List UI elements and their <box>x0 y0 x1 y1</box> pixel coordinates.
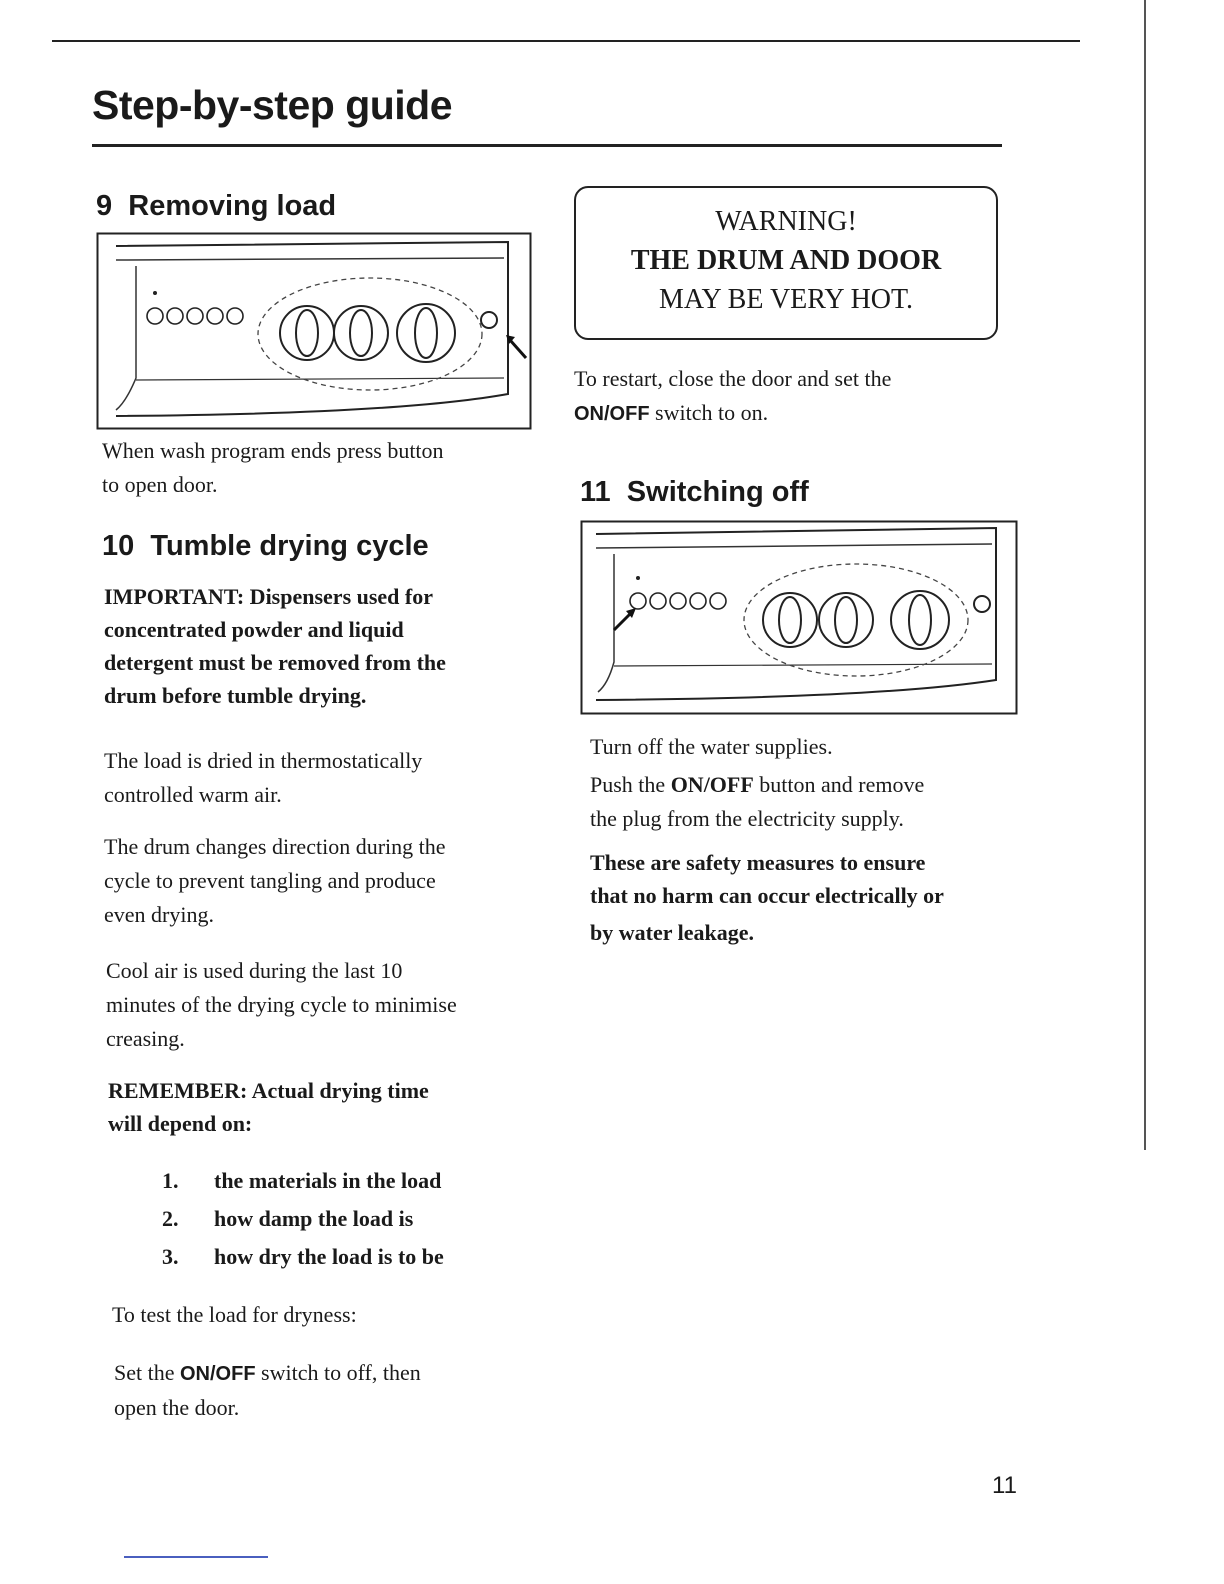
switching-line: Push the ON/OFF button and remove <box>590 772 925 797</box>
bottom-blue-mark <box>124 1556 268 1558</box>
section-10-number: 10 <box>102 530 135 562</box>
onoff-keyword: ON/OFF <box>180 1363 256 1385</box>
restart-line: ON/OFF switch to on. <box>574 400 769 425</box>
dryness-test-instruction <box>114 1356 421 1425</box>
list-item-number: 2. <box>162 1206 179 1231</box>
paragraph-line: even drying. <box>104 902 214 927</box>
important-line: drum before tumble drying. <box>104 683 367 708</box>
switching-line: the plug from the electricity supply. <box>590 806 904 831</box>
onoff-keyword: ON/OFF <box>670 772 754 797</box>
drying-paragraph-1 <box>104 744 422 812</box>
washer-control-panel-door-button-icon <box>96 232 532 432</box>
drying-paragraph-2 <box>104 830 446 932</box>
paragraph-line: Cool air is used during the last 10 <box>106 958 403 983</box>
washer-control-panel-onoff-button-icon <box>580 520 1018 716</box>
section-10-heading <box>102 530 429 563</box>
section-9-caption <box>102 434 444 502</box>
list-item <box>162 1162 444 1200</box>
onoff-keyword: ON/OFF <box>574 403 650 425</box>
caption-line-2: to open door. <box>102 472 218 497</box>
top-rule <box>52 40 1080 42</box>
list-item <box>162 1238 444 1276</box>
list-item-text: how damp the load is <box>214 1206 414 1231</box>
safety-line: that no harm can occur electrically or <box>590 883 944 908</box>
restart-line: To restart, close the door and set the <box>574 366 892 391</box>
restart-instruction <box>574 362 891 431</box>
paragraph-line: The drum changes direction during the <box>104 834 446 859</box>
page-number: 11 <box>992 1472 1017 1499</box>
paragraph-line: creasing. <box>106 1026 185 1051</box>
right-margin-rule <box>1144 0 1146 1150</box>
safety-line: These are safety measures to ensure <box>590 850 926 875</box>
warning-text: MAY BE VERY HOT. <box>658 284 914 315</box>
caption-line-1: When wash program ends press button <box>102 438 444 463</box>
important-line: IMPORTANT: Dispensers used for <box>104 584 434 609</box>
paragraph-line: cycle to prevent tangling and produce <box>104 868 436 893</box>
remember-line: will depend on: <box>108 1111 253 1136</box>
section-9-title: Removing load <box>128 190 337 222</box>
drying-factors-list <box>162 1162 444 1276</box>
paragraph-line: minutes of the drying cycle to minimise <box>106 992 457 1017</box>
section-11-title: Switching off <box>626 476 809 508</box>
drying-paragraph-3 <box>106 954 457 1056</box>
section-10-title: Tumble drying cycle <box>150 530 429 562</box>
warning-text: THE DRUM AND DOOR <box>630 245 942 276</box>
remember-note <box>108 1074 429 1140</box>
instruction-line: open the door. <box>114 1395 240 1420</box>
list-item-text: how dry the load is to be <box>214 1244 444 1269</box>
list-item-number: 1. <box>162 1168 179 1193</box>
important-note <box>104 580 446 712</box>
section-9-heading <box>96 190 336 223</box>
switching-line: Turn off the water supplies. <box>590 734 833 759</box>
dryness-test-intro: To test the load for dryness: <box>112 1302 357 1327</box>
safety-note <box>590 846 944 949</box>
paragraph-line: controlled warm air. <box>104 782 282 807</box>
warning-heading: WARNING! <box>715 206 857 237</box>
list-item-number: 3. <box>162 1244 179 1269</box>
instruction-line: Set the ON/OFF switch to off, then <box>114 1360 421 1385</box>
important-line: concentrated powder and liquid <box>104 617 404 642</box>
section-11-number: 11 <box>580 476 611 508</box>
title-underline <box>92 144 1002 147</box>
paragraph-line: The load is dried in thermostatically <box>104 748 423 773</box>
page-title: Step-by-step guide <box>92 82 453 128</box>
section-11-heading <box>580 476 809 509</box>
important-line: detergent must be removed from the <box>104 650 446 675</box>
warning-box <box>574 186 998 340</box>
safety-line: by water leakage. <box>590 920 754 945</box>
list-item-text: the materials in the load <box>214 1168 442 1193</box>
list-item <box>162 1200 444 1238</box>
remember-line: REMEMBER: Actual drying time <box>108 1078 429 1103</box>
section-9-number: 9 <box>96 190 113 222</box>
switching-off-text <box>590 730 924 836</box>
